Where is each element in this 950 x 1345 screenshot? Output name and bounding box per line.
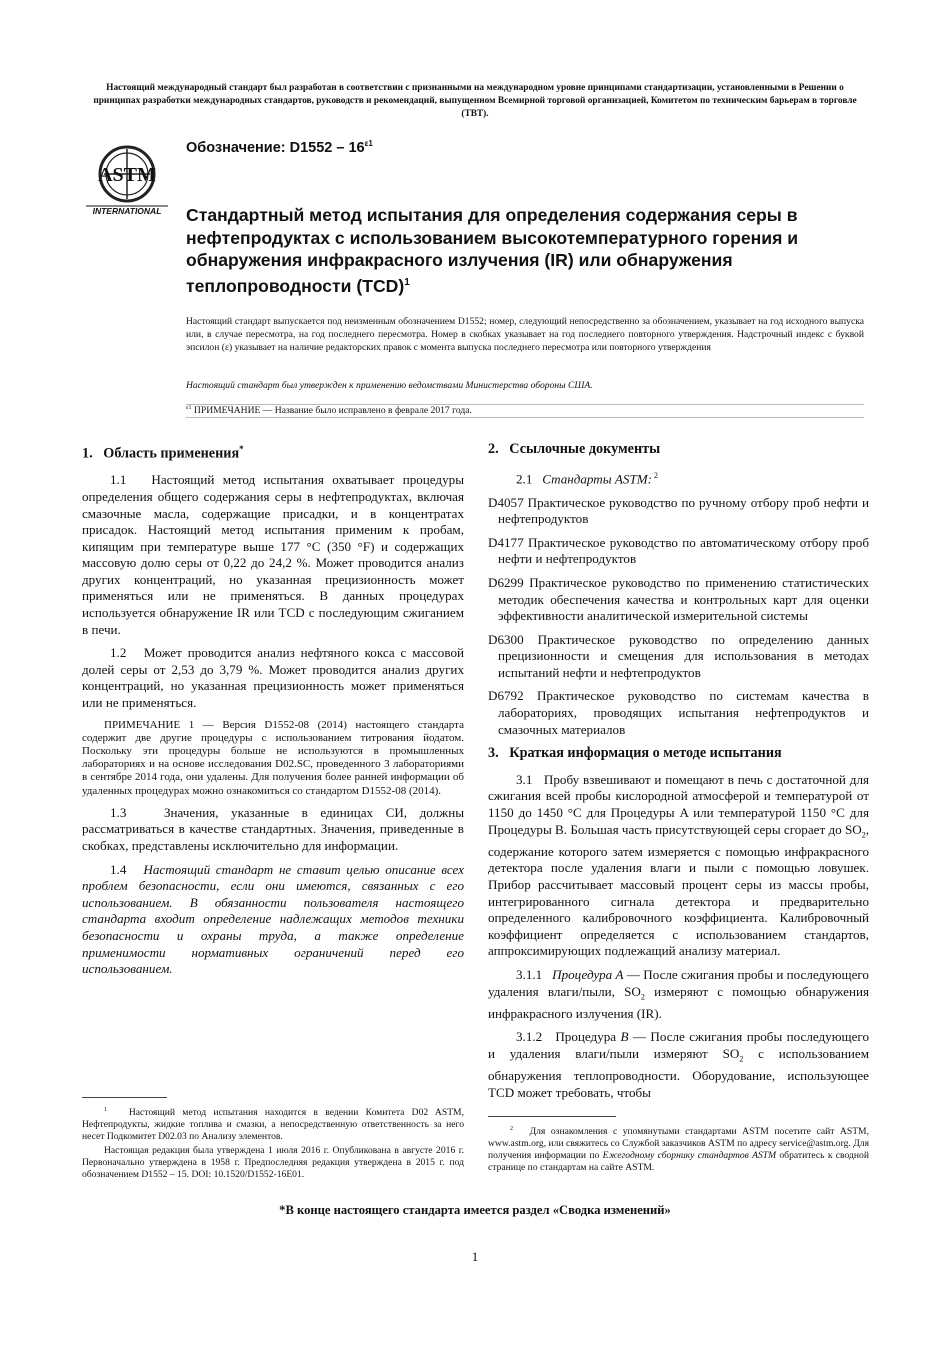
logo-text: ASTM xyxy=(98,164,156,186)
footnote-1-text-a xyxy=(82,1104,464,1143)
page-number: 1 xyxy=(471,1249,479,1264)
dod-approval-note: Настоящий стандарт был утвержден к применению ведомствами Министерства обороны США. xyxy=(186,380,593,391)
astm-logo xyxy=(84,140,170,220)
paragraph-3-1-2-text-b: с использованием обнаружения теплопроводности. Оборудование, использующее TCD может требовать, чтобы xyxy=(488,1045,870,1100)
section-1-heading xyxy=(82,441,464,462)
paragraph-3-1-1-text-a: — После сжигания пробы и последующего удаления влаги/пыли, SO xyxy=(488,967,869,999)
footnote-1-a: Настоящий метод испытания находится в ведении Комитета D02 ASTM, Нефтепродукты, жидкие топлива и смазки, а непосредственную ответственность за него несет Подкомитет D02.03 по Анализу элементов. xyxy=(82,1107,464,1143)
paragraph-1-2: 1.2 Может проводится анализ нефтяного кокса с массовой долей серы от 2,53 до 3,79 %. Может проводится анализ других концентраций, но указанная прецизионность может применяться или не применяться. xyxy=(82,645,464,711)
footnote-1-mark: 1 xyxy=(104,1107,107,1113)
subsection-2-1 xyxy=(488,468,869,488)
footnote-separator xyxy=(488,1116,616,1117)
footnote-2 xyxy=(488,1116,869,1176)
paragraph-3-1 xyxy=(488,772,869,960)
footnote-separator xyxy=(82,1097,167,1098)
section-3-heading: 3. Краткая информация о методе испытания xyxy=(488,745,782,762)
paragraph-3-1-2-text-a: — После сжигания пробы последующего и удаления влаги/пыли измеряют SO xyxy=(488,1029,869,1061)
note-1: ПРИМЕЧАНИЕ 1 — Версия D1552-08 (2014) настоящего стандарта содержит две другие процедуры с использованием титрования йодатом. Поскольку эти процедуры больше не используются в промышленных лабораториях и на основе исследования D02.SC, проведенного 3 лабораториями в сентябре 2014 года, они удалены. Для получения более ранней информации об удаленных процедурах можно ознакомиться со стандартом D1552-08 (2014). xyxy=(82,718,464,797)
so2-subscript: 2 xyxy=(739,1054,744,1064)
erratum-note xyxy=(186,405,472,416)
footnote-2-text xyxy=(488,1123,869,1174)
reference-d6299: D6299 Практическое руководство по применению статистических методик обеспечения качества и контрольных карт для оценки эффективности аналитической измерительной системы xyxy=(488,574,869,624)
section-1-heading-text: 1. Область применения xyxy=(82,445,240,462)
reference-d6792: D6792 Практическое руководство по системам качества в лабораториях, проводящих испытания нефтепродуктов и смазочных материалов xyxy=(488,688,869,737)
paragraph-3-1-text-a: 3.1 Пробу взвешивают и помещают в печь с достаточной для сжигания всей пробы кислородной атмосферой и температурой от 1150 до 1450 °C для Процедуры A или температурой 1150 °C для Процедуры B. Большая часть присутствующей серы сгорает до SO xyxy=(488,771,869,837)
reference-d6300: D6300 Практическое руководство по определению данных прецизионности и смещения для использования в методах испытаний нефти и нефтепродуктов xyxy=(488,631,869,680)
erratum-rule-bottom xyxy=(186,417,864,418)
designation xyxy=(186,139,373,156)
summary-of-changes-note: *В конце настоящего стандарта имеется раздел «Сводка изменений» xyxy=(279,1203,671,1217)
footnote-1-b: Настоящая редакция была утверждена 1 июля 2016 г. Опубликована в августе 2016 г. Первоначально утверждена в 1958 г. Предпоследняя редакция утверждена в 2015 г. под обозначением D1552 – 15. DOI: 10.1520/D1552-16E01. xyxy=(82,1145,464,1181)
right-column xyxy=(488,441,869,1108)
paragraph-1-1: 1.1 Настоящий метод испытания охватывает процедуры определения общего содержания серы в нефтепродуктах, включая смазочные масла, содержащие присадки, и в концентратах присадок. Настоящий метод испытания применим к пробам, кипящим при температуре выше 177 °C (350 °F) и содержащих массовую долю серы от 0,22 до 24,2 %. Может проводится анализ других концентраций, но указанная прецизионность может применяться или не применяться. В данных процедурах используется обнаружение IR или TCD с последующим сжиганием в печи. xyxy=(82,472,464,637)
document-title xyxy=(186,204,876,297)
subsection-2-1-label: Стандарты ASTM: xyxy=(542,470,653,486)
subsection-2-1-footnote-ref: 2 xyxy=(652,470,659,480)
paragraph-1-4 xyxy=(82,862,464,978)
footnote-2-a: Для ознакомления с упомянутыми стандартами ASTM посетите сайт ASTM, www.astm.org, или свяжитесь со Службой заказчиков ASTM по адресу service@astm.org. Для получения информации по xyxy=(488,1126,869,1162)
so2-subscript: 2 xyxy=(640,992,645,1002)
reference-d4177: D4177 Практическое руководство по автоматическому отбору проб нефти и нефтепродуктов xyxy=(488,534,869,567)
title-footnote-ref: 1 xyxy=(404,276,410,288)
title-text: Стандартный метод испытания для определения содержания серы в нефтепродуктах с использованием высокотемпературного горения и обнаружения инфракрасного излучения (IR) или обнаружения теплопроводности (TCD) xyxy=(186,205,799,296)
logo-subtext: INTERNATIONAL xyxy=(92,206,162,216)
paragraph-3-1-2 xyxy=(488,1029,869,1101)
section-1-star: * xyxy=(239,444,244,454)
procedure-a-label: Процедура A xyxy=(552,967,624,982)
designation-epsilon: ε1 xyxy=(364,139,373,148)
footnote-2-b: обратитесь к сводной странице по стандартам на сайте ASTM. xyxy=(488,1150,869,1174)
paragraph-1-3: 1.3 Значения, указанные в единицах СИ, должны рассматриваться в качестве стандартных. Значения, приведенные в скобках, представлены исключительно для информации. xyxy=(82,804,464,854)
section-2-heading: 2. Ссылочные документы xyxy=(488,441,661,457)
reference-d4057: D4057 Практическое руководство по ручному отбору проб нефти и нефтепродуктов xyxy=(488,494,869,527)
erratum-text: ПРИМЕЧАНИЕ — Название было исправлено в феврале 2017 года. xyxy=(191,405,472,417)
astm-logo-graphic xyxy=(84,140,170,220)
erratum-epsilon: ε1 xyxy=(186,405,192,411)
paragraph-1-4-number: 1.4 xyxy=(110,861,144,877)
paragraph-3-1-1 xyxy=(488,967,869,1022)
so2-subscript: 2 xyxy=(861,830,866,840)
footnote-2-em: Ежегодному сборнику стандартов ASTM xyxy=(602,1150,777,1162)
paragraph-3-1-2-number: 3.1.2 Процедура xyxy=(516,1029,621,1045)
wto-tbt-notice: Настоящий международный стандарт был разработан в соответствии с признанными на международном уровне принципами стандартизации, установленными в Решении о принципах разработки международных стандартов, руководств и рекомендаций, выпущенном Всемирной торговой организацией, Комитетом по техническим барьерам в торговле (ТВТ). xyxy=(93,83,857,119)
procedure-b-label: B xyxy=(620,1029,629,1045)
paragraph-3-1-1-number: 3.1.1 xyxy=(516,967,553,982)
designation-label: Обозначение: D1552 – 16 xyxy=(186,139,365,156)
footnote-2-mark: 2 xyxy=(510,1126,513,1132)
left-column xyxy=(82,441,464,985)
designation-explanation: Настоящий стандарт выпускается под неизменным обозначением D1552; номер, следующий непосредственно за обозначением, указывает на год исходного выпуска или, в случае пересмотра, на год последнего пересмотра. Номер в скобках указывает на год последнего повторного утверждения. Надстрочный индекс с буквой эпсилон (ε) указывает на наличие редакторских правок с момента выпуска последнего пересмотра или повторного утверждения xyxy=(186,316,864,354)
paragraph-3-1-text-b: , содержание которого затем измеряется с помощью инфракрасного детектора после удаления влаги и пыли с помощью ловушек. Прибор рассчитывает массовый процент серы из массы пробы, интегрированного сигнала детектора и предварительно определенного калибровочного коэффициента. Калибровочный коэффициент определяется с использованием стандартов, аппроксимирующих подлежащий анализу материал. xyxy=(488,821,869,959)
paragraph-1-4-text: Настоящий стандарт не ставит целью описание всех проблем безопасности, если они имеются, связанных с его использованием. В обязанности пользователя настоящего стандарта входит определение надлежащих методов техники безопасности и охраны труда, а также определение применимости нормативных ограничений перед его использованием. xyxy=(82,861,464,977)
subsection-2-1-number: 2.1 xyxy=(516,470,543,486)
paragraph-3-1-1-text-b: измеряют с помощью обнаружения инфракрасного излучения (IR). xyxy=(488,983,869,1021)
footnote-1 xyxy=(82,1097,464,1183)
